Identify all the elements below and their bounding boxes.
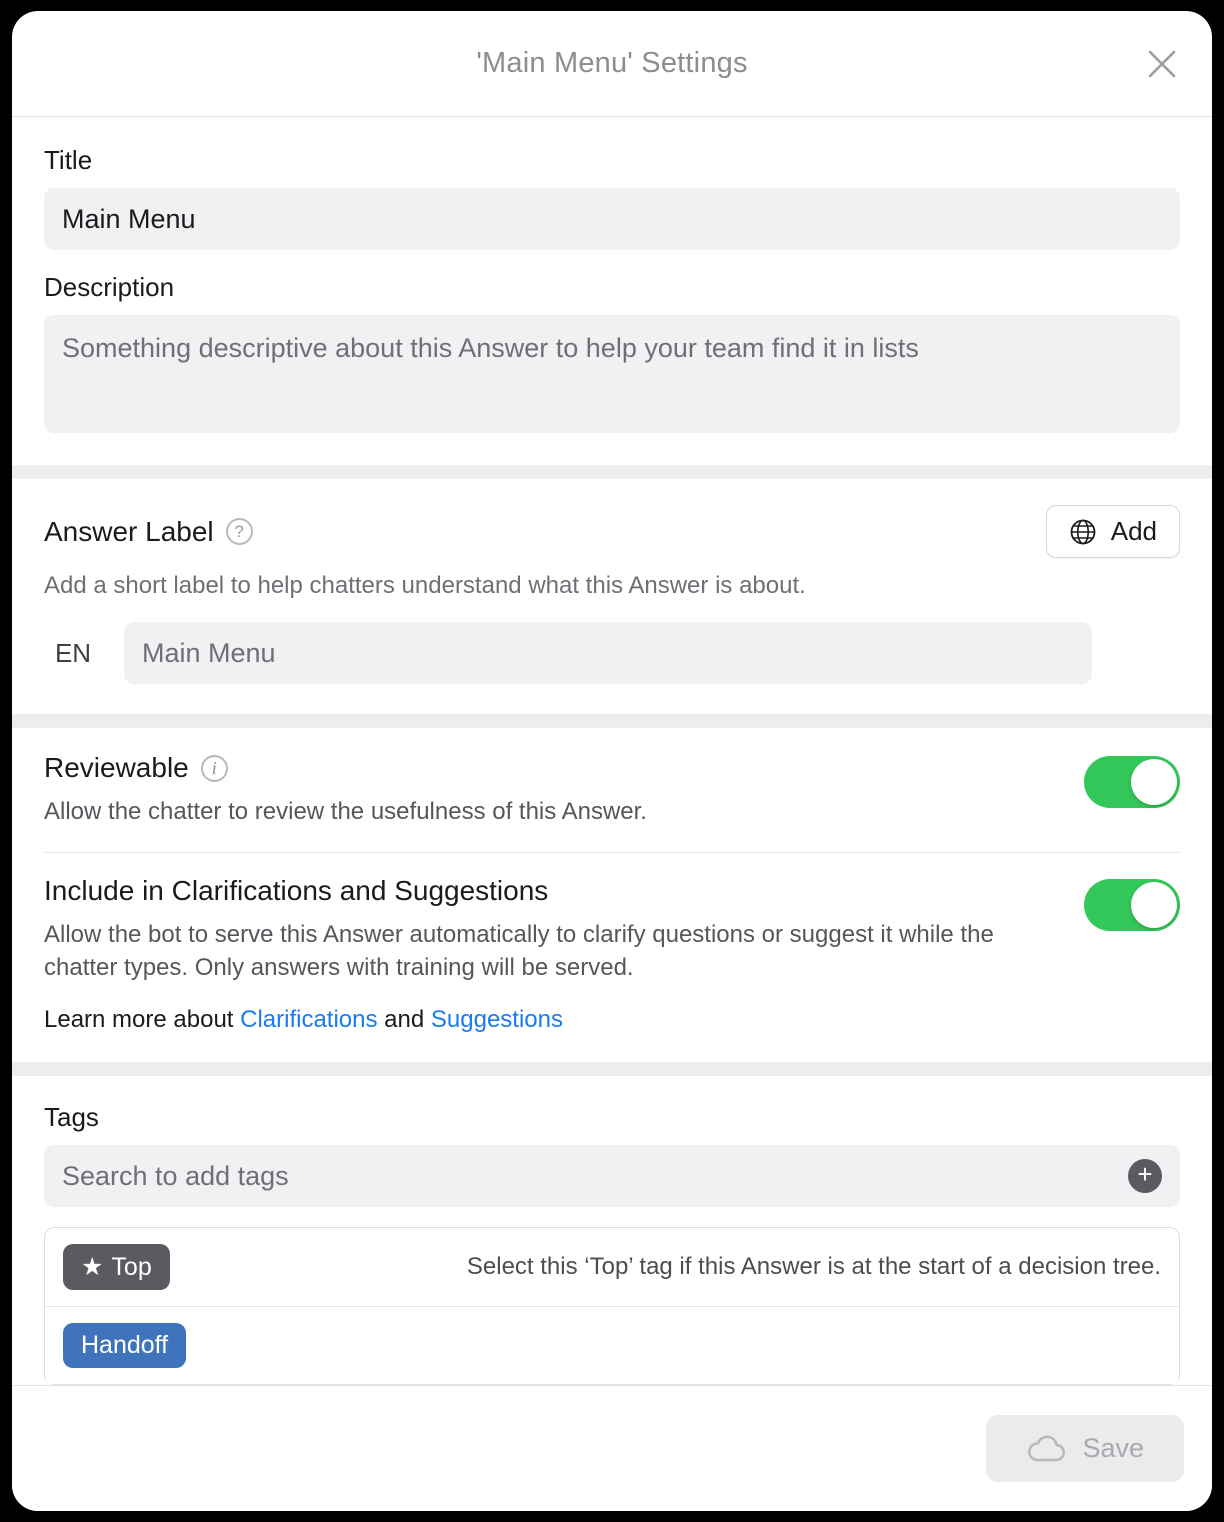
tag-chip-top[interactable]: [63, 1244, 170, 1290]
tag-search-input[interactable]: [44, 1145, 1180, 1207]
dialog-header: [12, 11, 1212, 117]
options-divider: [44, 852, 1180, 853]
answer-label-section: [12, 479, 1212, 714]
description-label: Description: [44, 272, 175, 302]
reviewable-title-group: [44, 752, 1060, 784]
section-divider-3: [12, 1062, 1212, 1076]
clarifications-link[interactable]: Clarifications: [240, 1006, 378, 1034]
tag-note-top: Select this ‘Top’ tag if this Answer is at the start of a decision tree.: [466, 1253, 1161, 1281]
reviewable-text: [44, 752, 1060, 828]
add-tag-icon[interactable]: +: [1128, 1159, 1162, 1193]
title-input[interactable]: Main Menu: [44, 188, 1180, 250]
learn-more-prefix: Learn more about: [44, 1006, 241, 1034]
globe-icon: [1069, 518, 1097, 546]
section-divider-2: [12, 714, 1212, 728]
close-icon[interactable]: [1142, 44, 1182, 84]
answer-label-title: Answer Label: [44, 515, 214, 547]
clarifications-description: Allow the bot to serve this Answer automatically to clarify questions or suggest it while the chatter types. Only answers with training will be served.: [44, 921, 994, 981]
title-label: Title: [44, 145, 93, 175]
tags-label: Tags: [44, 1102, 99, 1133]
tags-section: [12, 1076, 1212, 1385]
language-code: EN: [54, 637, 92, 668]
dialog-footer: [12, 1385, 1212, 1511]
reviewable-description: Allow the chatter to review the usefulness of this Answer.: [44, 798, 647, 825]
reviewable-row: [44, 752, 1180, 828]
tag-search-placeholder: Search to add tags: [62, 1160, 289, 1191]
answer-label-input[interactable]: Main Menu: [124, 622, 1092, 684]
info-icon[interactable]: i: [201, 755, 228, 782]
description-input[interactable]: Something descriptive about this Answer to help your team find it in lists: [44, 315, 1180, 433]
answer-label-language-row: [44, 622, 1180, 684]
answer-label-helper: Add a short label to help chatters understand what this Answer is about.: [44, 572, 806, 599]
star-icon: ★: [81, 1253, 104, 1282]
clarifications-row: [44, 875, 1180, 1034]
reviewable-title: Reviewable: [44, 752, 189, 783]
answer-label-title-group: [44, 516, 253, 548]
learn-more-line: [44, 1006, 1060, 1034]
clarifications-toggle[interactable]: [1084, 879, 1180, 931]
list-item[interactable]: [45, 1307, 1179, 1385]
dialog-title: 'Main Menu' Settings: [476, 47, 748, 79]
add-language-button[interactable]: [1046, 505, 1180, 558]
save-button[interactable]: [986, 1415, 1184, 1482]
clarifications-title: Include in Clarifications and Suggestions: [44, 875, 549, 907]
save-button-label: Save: [1082, 1433, 1144, 1463]
help-icon[interactable]: ?: [226, 518, 253, 545]
tag-chip-handoff[interactable]: [63, 1323, 186, 1368]
section-divider: [12, 465, 1212, 479]
reviewable-toggle[interactable]: [1084, 756, 1180, 808]
suggestions-link[interactable]: Suggestions: [430, 1006, 563, 1034]
clarifications-title-group: [44, 875, 1060, 907]
clarifications-toggle-knob: [1131, 882, 1177, 928]
list-item[interactable]: [45, 1228, 1179, 1307]
basic-info-section: [12, 117, 1212, 465]
answer-label-header: [44, 505, 1180, 558]
tag-list: [44, 1227, 1180, 1385]
tag-chip-handoff-label: Handoff: [81, 1331, 169, 1360]
tag-chip-top-label: Top: [111, 1252, 152, 1281]
title-field-block: [44, 145, 1180, 250]
description-field-block: [44, 272, 1180, 433]
dialog-body: [12, 117, 1212, 1385]
learn-more-join: and: [377, 1006, 431, 1034]
options-section: [12, 728, 1212, 1062]
settings-dialog: [12, 11, 1212, 1511]
cloud-icon: [1026, 1434, 1066, 1464]
add-language-label: Add: [1110, 516, 1157, 546]
reviewable-toggle-knob: [1131, 759, 1177, 805]
clarifications-text: [44, 875, 1060, 1034]
